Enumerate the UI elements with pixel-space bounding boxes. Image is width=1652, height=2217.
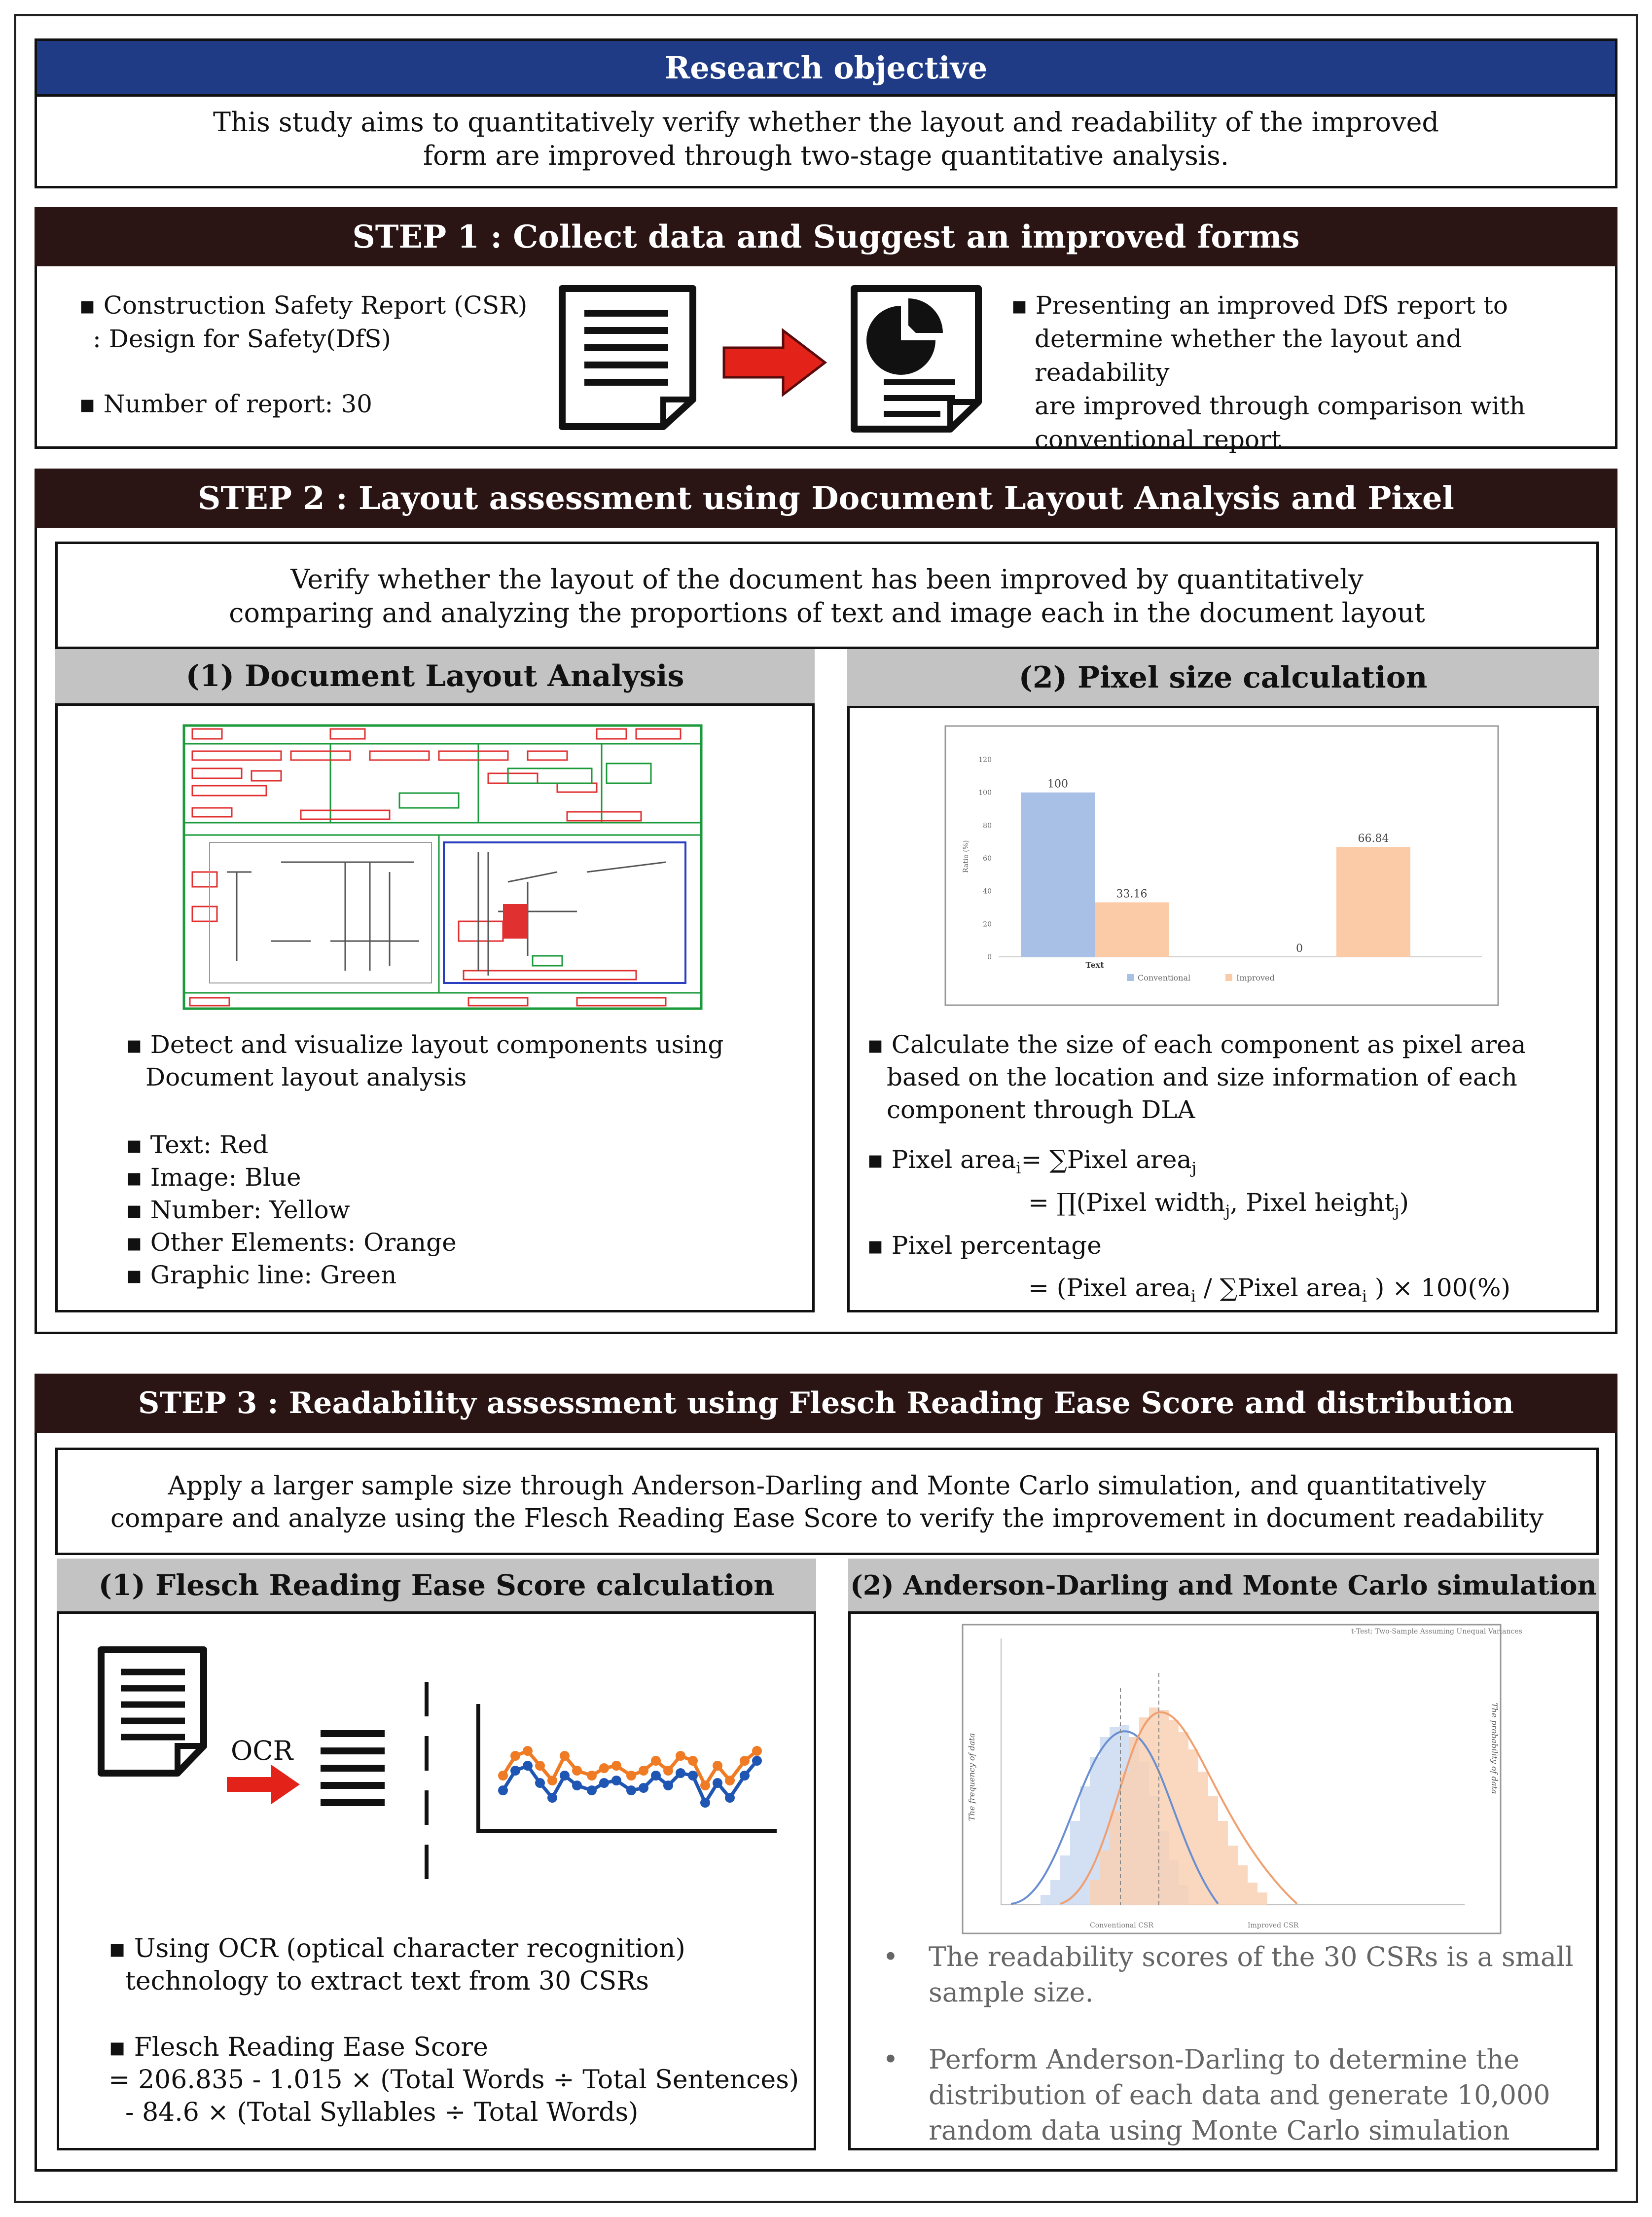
step1-right-text <box>1011 289 1598 456</box>
legend-other: ▪ Other Elements: Orange <box>126 1226 806 1259</box>
flesch-desc-line2: technology to extract text from 30 CSRs <box>125 1966 649 1996</box>
arrow-right-icon <box>724 330 827 395</box>
step2-intro-line1: Verify whether the layout of the document has been improved by quantitatively <box>290 564 1364 595</box>
f3-label: ▪ Pixel percentage <box>867 1231 1102 1260</box>
step1-left-line1: ▪ Construction Safety Report (CSR) <box>79 289 552 322</box>
f2-mid: , Pixel height <box>1230 1188 1395 1217</box>
dla-document-preview <box>182 724 703 1010</box>
sim-b2-line3: random data using Monte Carlo simulation <box>929 2115 1510 2146</box>
data-label: 33.16 <box>1116 888 1148 901</box>
sim-b1-line1: The readability scores of the 30 CSRs is a small <box>929 1941 1574 1972</box>
bar-conventional-text <box>1021 793 1095 957</box>
flesch-formula-line2: - 84.6 × (Total Syllables ÷ Total Words) <box>125 2098 639 2127</box>
simulation-bullet-1 <box>883 1939 1593 2010</box>
arrow-right-icon <box>227 1765 301 1804</box>
bar-improved-image <box>1336 847 1410 957</box>
flesch-description <box>108 1932 809 1998</box>
data-label: 0 <box>1296 943 1303 955</box>
dist-legend-a: Conventional CSR <box>1090 1922 1154 1929</box>
f1-sub-i: i <box>1016 1159 1021 1177</box>
f4-c: ) × 100(%) <box>1366 1273 1510 1302</box>
simulation-panel-title: (2) Anderson-Darling and Monte Carlo simulation <box>848 1559 1599 1614</box>
sim-b2-line2: distribution of each data and generate 10,000 <box>929 2079 1550 2110</box>
pixel-desc-line3: component through DLA <box>887 1095 1195 1124</box>
legend-image: ▪ Image: Blue <box>126 1161 806 1194</box>
flesch-panel-title: (1) Flesch Reading Ease Score calculation <box>57 1559 816 1614</box>
y-tick-label: 0 <box>987 953 992 961</box>
y-axis-label: Ratio (%) <box>962 840 970 873</box>
step1-left-line3: ▪ Number of report: 30 <box>79 387 552 421</box>
pixel-desc-line1: ▪ Calculate the size of each component as pixel area <box>867 1028 1592 1061</box>
f2-sub-j1: j <box>1225 1201 1230 1220</box>
y-tick-label: 120 <box>978 756 992 764</box>
legend-swatch <box>1127 974 1134 981</box>
f1-sub-j: j <box>1191 1159 1197 1177</box>
distribution-chart <box>962 1624 1522 1934</box>
pixel-formula-1 <box>867 1143 1592 1184</box>
dla-desc-line1: ▪ Detect and visualize layout components using <box>126 1028 806 1061</box>
f2-end: ) <box>1399 1188 1409 1217</box>
sim-b1-line2: sample size. <box>929 1977 1094 2008</box>
bullet-dot: • <box>883 2044 898 2075</box>
objective-line2: form are improved through two-stage quantitative analysis. <box>423 140 1229 171</box>
data-label: 66.84 <box>1358 833 1389 845</box>
step1-right-line3: are improved through comparison with <box>1035 392 1526 420</box>
pixel-desc-line2: based on the location and size information of each <box>887 1063 1517 1091</box>
legend-swatch <box>1225 974 1232 981</box>
dist-ylabel-left: The frequency of data <box>967 1733 976 1821</box>
dist-legend-b: Improved CSR <box>1248 1922 1299 1929</box>
legend-number: ▪ Number: Yellow <box>126 1194 806 1226</box>
dist-note: t-Test: Two-Sample Assuming Unequal Variances <box>1351 1628 1522 1635</box>
f2-eq: = ∏(Pixel width <box>1028 1188 1225 1217</box>
objective-title: Research objective <box>35 38 1617 97</box>
dla-description <box>126 1028 806 1093</box>
dla-legend <box>126 1128 806 1291</box>
simulation-bullet-2 <box>883 2042 1593 2148</box>
pixel-description <box>867 1028 1592 1126</box>
legend-label: Conventional <box>1138 973 1191 982</box>
bar-improved-text <box>1095 902 1169 957</box>
pixel-formula-4 <box>1028 1272 1595 1312</box>
pixel-panel-title: (2) Pixel size calculation <box>847 649 1599 708</box>
f2-sub-j2: j <box>1394 1201 1400 1220</box>
dla-panel-title: (1) Document Layout Analysis <box>55 649 815 706</box>
flesch-formula <box>108 2031 809 2129</box>
document-icon <box>96 1645 210 1778</box>
step1-right-line1: ▪ Presenting an improved DfS report to <box>1011 289 1598 322</box>
dist-ylabel-right: The probability of data <box>1490 1703 1499 1794</box>
pixel-formula-3 <box>867 1229 1592 1262</box>
pixel-formula-2 <box>1028 1186 1595 1227</box>
f4-a: = (Pixel area <box>1028 1273 1191 1302</box>
dla-desc-line2: Document layout analysis <box>145 1063 467 1091</box>
legend-text: ▪ Text: Red <box>126 1128 806 1161</box>
pixel-ratio-chart <box>944 725 1499 1006</box>
document-icon <box>557 284 700 432</box>
step2-title: STEP 2 : Layout assessment using Document Layout Analysis and Pixel <box>35 469 1617 528</box>
score-line-chart-icon <box>473 1702 779 1835</box>
f4-sub-i2: i <box>1362 1287 1367 1306</box>
objective-body <box>35 97 1617 188</box>
legend-label: Improved <box>1236 973 1275 982</box>
step3-intro-line1: Apply a larger sample size through Anderson-Darling and Monte Carlo simulation, and quantitatively <box>168 1471 1486 1501</box>
y-tick-label: 20 <box>983 920 992 929</box>
flesch-formula-title: ▪ Flesch Reading Ease Score <box>108 2031 809 2064</box>
step3-intro-line2: compare and analyze using the Flesch Reading Ease Score to verify the improvement in document readability <box>110 1504 1544 1533</box>
step1-title: STEP 1 : Collect data and Suggest an improved forms <box>35 207 1617 266</box>
step1-left-text <box>79 289 552 421</box>
data-label: 100 <box>1047 778 1068 791</box>
ocr-label: OCR <box>231 1735 293 1766</box>
sim-b2-line1: Perform Anderson-Darling to determine the <box>929 2044 1520 2075</box>
objective-line1: This study aims to quantitatively verify whether the layout and readability of the improved <box>213 107 1439 138</box>
divider-dashed <box>422 1682 431 1889</box>
f4-sub-i1: i <box>1190 1287 1196 1306</box>
step1-right-line2: determine whether the layout and readability <box>1035 325 1462 387</box>
y-tick-label: 80 <box>983 822 992 830</box>
x-tick-label: Text <box>1085 960 1104 970</box>
legend-graphic-line: ▪ Graphic line: Green <box>126 1259 806 1291</box>
flesch-desc-line1: ▪ Using OCR (optical character recognition) <box>108 1932 809 1965</box>
pie-report-icon <box>849 284 985 434</box>
f4-b: / ∑Pixel area <box>1195 1273 1362 1302</box>
step2-intro <box>55 542 1599 649</box>
f1-eq: = ∑Pixel area <box>1021 1145 1192 1174</box>
bullet-dot: • <box>883 1941 898 1972</box>
f1-label: ▪ Pixel area <box>867 1145 1016 1174</box>
y-tick-label: 40 <box>983 887 992 896</box>
step1-right-line4: conventional report <box>1035 425 1282 454</box>
flesch-formula-line1: = 206.835 - 1.015 × (Total Words ÷ Total Sentences) <box>108 2065 799 2095</box>
step1-left-line2: : Design for Safety(DfS) <box>93 325 391 353</box>
text-lines-icon <box>318 1729 387 1808</box>
y-tick-label: 60 <box>983 855 992 863</box>
step2-intro-line2: comparing and analyzing the proportions of text and image each in the document layout <box>229 597 1425 628</box>
step3-intro <box>55 1448 1599 1555</box>
y-tick-label: 100 <box>978 789 992 797</box>
step3-title: STEP 3 : Readability assessment using Flesch Reading Ease Score and distribution <box>35 1374 1617 1433</box>
